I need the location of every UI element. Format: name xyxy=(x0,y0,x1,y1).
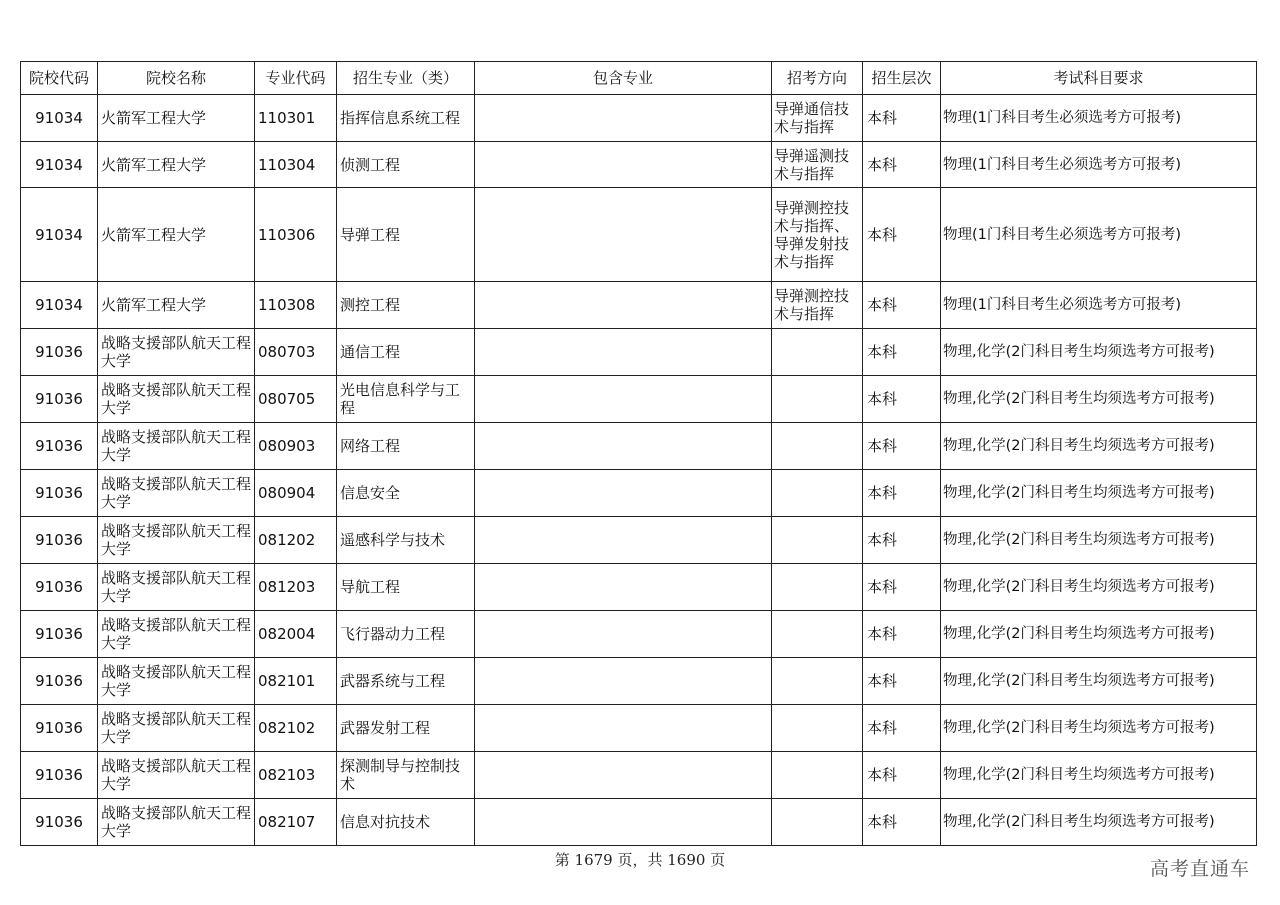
cell-direction xyxy=(772,564,863,611)
cell-included-majors xyxy=(475,705,772,752)
table-row xyxy=(21,329,1257,376)
cell-requirement: 物理,化学(2门科目考生均须选考方可报考) xyxy=(941,329,1257,376)
cell-school-name: 战略支援部队航天工程大学 xyxy=(98,611,255,658)
cell-major: 侦测工程 xyxy=(337,142,475,188)
cell-direction: 导弹测控技术与指挥 xyxy=(772,282,863,329)
cell-requirement: 物理,化学(2门科目考生均须选考方可报考) xyxy=(941,376,1257,423)
cell-requirement: 物理,化学(2门科目考生均须选考方可报考) xyxy=(941,611,1257,658)
cell-major-code: 082102 xyxy=(255,705,337,752)
cell-direction xyxy=(772,423,863,470)
cell-school-name: 战略支援部队航天工程大学 xyxy=(98,658,255,705)
cell-requirement: 物理,化学(2门科目考生均须选考方可报考) xyxy=(941,799,1257,846)
cell-requirement: 物理(1门科目考生必须选考方可报考) xyxy=(941,95,1257,142)
table-row xyxy=(21,705,1257,752)
cell-major: 武器系统与工程 xyxy=(337,658,475,705)
cell-level: 本科 xyxy=(863,95,941,142)
cell-requirement: 物理,化学(2门科目考生均须选考方可报考) xyxy=(941,423,1257,470)
header-direction: 招考方向 xyxy=(772,62,863,95)
cell-school-name: 战略支援部队航天工程大学 xyxy=(98,752,255,799)
cell-school-code: 91034 xyxy=(21,282,98,329)
cell-included-majors xyxy=(475,799,772,846)
header-school-code: 院校代码 xyxy=(21,62,98,95)
cell-major: 光电信息科学与工程 xyxy=(337,376,475,423)
watermark: 高考直通车 xyxy=(1149,858,1250,880)
table-row xyxy=(21,470,1257,517)
cell-major-code: 082107 xyxy=(255,799,337,846)
table-row xyxy=(21,423,1257,470)
cell-level: 本科 xyxy=(863,517,941,564)
cell-school-code: 91034 xyxy=(21,188,98,282)
cell-school-code: 91036 xyxy=(21,423,98,470)
cell-included-majors xyxy=(475,423,772,470)
cell-requirement: 物理,化学(2门科目考生均须选考方可报考) xyxy=(941,470,1257,517)
cell-school-name: 火箭军工程大学 xyxy=(98,142,255,188)
cell-requirement: 物理,化学(2门科目考生均须选考方可报考) xyxy=(941,658,1257,705)
cell-level: 本科 xyxy=(863,188,941,282)
cell-major-code: 110308 xyxy=(255,282,337,329)
cell-school-code: 91036 xyxy=(21,658,98,705)
cell-school-name: 战略支援部队航天工程大学 xyxy=(98,329,255,376)
page-number: 第 1679 页，共 1690 页 xyxy=(554,851,726,869)
table-row xyxy=(21,282,1257,329)
cell-school-code: 91036 xyxy=(21,564,98,611)
cell-major-code: 080705 xyxy=(255,376,337,423)
cell-included-majors xyxy=(475,564,772,611)
cell-level: 本科 xyxy=(863,611,941,658)
cell-level: 本科 xyxy=(863,329,941,376)
cell-school-name: 火箭军工程大学 xyxy=(98,95,255,142)
table-row xyxy=(21,376,1257,423)
cell-included-majors xyxy=(475,752,772,799)
cell-school-name: 火箭军工程大学 xyxy=(98,188,255,282)
cell-school-name: 火箭军工程大学 xyxy=(98,282,255,329)
cell-requirement: 物理(1门科目考生必须选考方可报考) xyxy=(941,142,1257,188)
cell-direction xyxy=(772,611,863,658)
cell-major-code: 080904 xyxy=(255,470,337,517)
cell-school-code: 91036 xyxy=(21,376,98,423)
cell-school-name: 战略支援部队航天工程大学 xyxy=(98,799,255,846)
header-major: 招生专业（类） xyxy=(337,62,475,95)
table-row xyxy=(21,142,1257,188)
cell-school-name: 战略支援部队航天工程大学 xyxy=(98,470,255,517)
cell-school-code: 91034 xyxy=(21,95,98,142)
cell-included-majors xyxy=(475,329,772,376)
cell-major: 遥感科学与技术 xyxy=(337,517,475,564)
cell-direction xyxy=(772,752,863,799)
cell-level: 本科 xyxy=(863,423,941,470)
cell-major: 导航工程 xyxy=(337,564,475,611)
cell-requirement: 物理,化学(2门科目考生均须选考方可报考) xyxy=(941,564,1257,611)
cell-major-code: 082103 xyxy=(255,752,337,799)
header-requirement: 考试科目要求 xyxy=(941,62,1257,95)
table-row xyxy=(21,188,1257,282)
cell-school-name: 战略支援部队航天工程大学 xyxy=(98,423,255,470)
header-level: 招生层次 xyxy=(863,62,941,95)
cell-major-code: 081203 xyxy=(255,564,337,611)
cell-major-code: 081202 xyxy=(255,517,337,564)
cell-school-name: 战略支援部队航天工程大学 xyxy=(98,517,255,564)
cell-included-majors xyxy=(475,611,772,658)
cell-level: 本科 xyxy=(863,376,941,423)
cell-major-code: 082004 xyxy=(255,611,337,658)
cell-direction: 导弹通信技术与指挥 xyxy=(772,95,863,142)
cell-requirement: 物理(1门科目考生必须选考方可报考) xyxy=(941,282,1257,329)
cell-school-code: 91036 xyxy=(21,517,98,564)
cell-school-code: 91036 xyxy=(21,329,98,376)
cell-major-code: 110304 xyxy=(255,142,337,188)
cell-school-code: 91036 xyxy=(21,752,98,799)
cell-level: 本科 xyxy=(863,799,941,846)
cell-direction xyxy=(772,658,863,705)
cell-level: 本科 xyxy=(863,470,941,517)
cell-major: 探测制导与控制技术 xyxy=(337,752,475,799)
cell-major: 飞行器动力工程 xyxy=(337,611,475,658)
cell-level: 本科 xyxy=(863,142,941,188)
cell-major: 武器发射工程 xyxy=(337,705,475,752)
cell-included-majors xyxy=(475,658,772,705)
table-row xyxy=(21,611,1257,658)
cell-major-code: 080903 xyxy=(255,423,337,470)
cell-level: 本科 xyxy=(863,705,941,752)
cell-included-majors xyxy=(475,517,772,564)
cell-included-majors xyxy=(475,282,772,329)
cell-direction xyxy=(772,517,863,564)
table-row xyxy=(21,95,1257,142)
cell-level: 本科 xyxy=(863,282,941,329)
cell-direction xyxy=(772,329,863,376)
admission-table xyxy=(20,61,1257,846)
cell-direction xyxy=(772,470,863,517)
cell-major-code: 082101 xyxy=(255,658,337,705)
cell-major: 测控工程 xyxy=(337,282,475,329)
header-major-code: 专业代码 xyxy=(255,62,337,95)
table-row xyxy=(21,517,1257,564)
cell-included-majors xyxy=(475,95,772,142)
header-included-majors: 包含专业 xyxy=(475,62,772,95)
cell-level: 本科 xyxy=(863,752,941,799)
cell-school-code: 91034 xyxy=(21,142,98,188)
cell-requirement: 物理,化学(2门科目考生均须选考方可报考) xyxy=(941,752,1257,799)
cell-school-name: 战略支援部队航天工程大学 xyxy=(98,564,255,611)
table-row xyxy=(21,752,1257,799)
table-row xyxy=(21,564,1257,611)
cell-major-code: 080703 xyxy=(255,329,337,376)
cell-level: 本科 xyxy=(863,564,941,611)
cell-requirement: 物理,化学(2门科目考生均须选考方可报考) xyxy=(941,705,1257,752)
cell-major-code: 110301 xyxy=(255,95,337,142)
cell-major: 导弹工程 xyxy=(337,188,475,282)
cell-school-code: 91036 xyxy=(21,799,98,846)
cell-requirement: 物理(1门科目考生必须选考方可报考) xyxy=(941,188,1257,282)
cell-direction xyxy=(772,376,863,423)
cell-included-majors xyxy=(475,470,772,517)
cell-school-name: 战略支援部队航天工程大学 xyxy=(98,705,255,752)
cell-major: 网络工程 xyxy=(337,423,475,470)
cell-school-code: 91036 xyxy=(21,611,98,658)
cell-level: 本科 xyxy=(863,658,941,705)
cell-major: 通信工程 xyxy=(337,329,475,376)
cell-school-code: 91036 xyxy=(21,705,98,752)
cell-school-name: 战略支援部队航天工程大学 xyxy=(98,376,255,423)
cell-requirement: 物理,化学(2门科目考生均须选考方可报考) xyxy=(941,517,1257,564)
cell-school-code: 91036 xyxy=(21,470,98,517)
cell-major: 信息安全 xyxy=(337,470,475,517)
cell-major-code: 110306 xyxy=(255,188,337,282)
header-row xyxy=(21,62,1257,95)
cell-major: 信息对抗技术 xyxy=(337,799,475,846)
cell-direction: 导弹遥测技术与指挥 xyxy=(772,142,863,188)
cell-included-majors xyxy=(475,376,772,423)
cell-included-majors xyxy=(475,188,772,282)
header-school-name: 院校名称 xyxy=(98,62,255,95)
table-row xyxy=(21,799,1257,846)
table-row xyxy=(21,658,1257,705)
cell-direction xyxy=(772,705,863,752)
cell-included-majors xyxy=(475,142,772,188)
cell-major: 指挥信息系统工程 xyxy=(337,95,475,142)
cell-direction xyxy=(772,799,863,846)
cell-direction: 导弹测控技术与指挥、导弹发射技术与指挥 xyxy=(772,188,863,282)
